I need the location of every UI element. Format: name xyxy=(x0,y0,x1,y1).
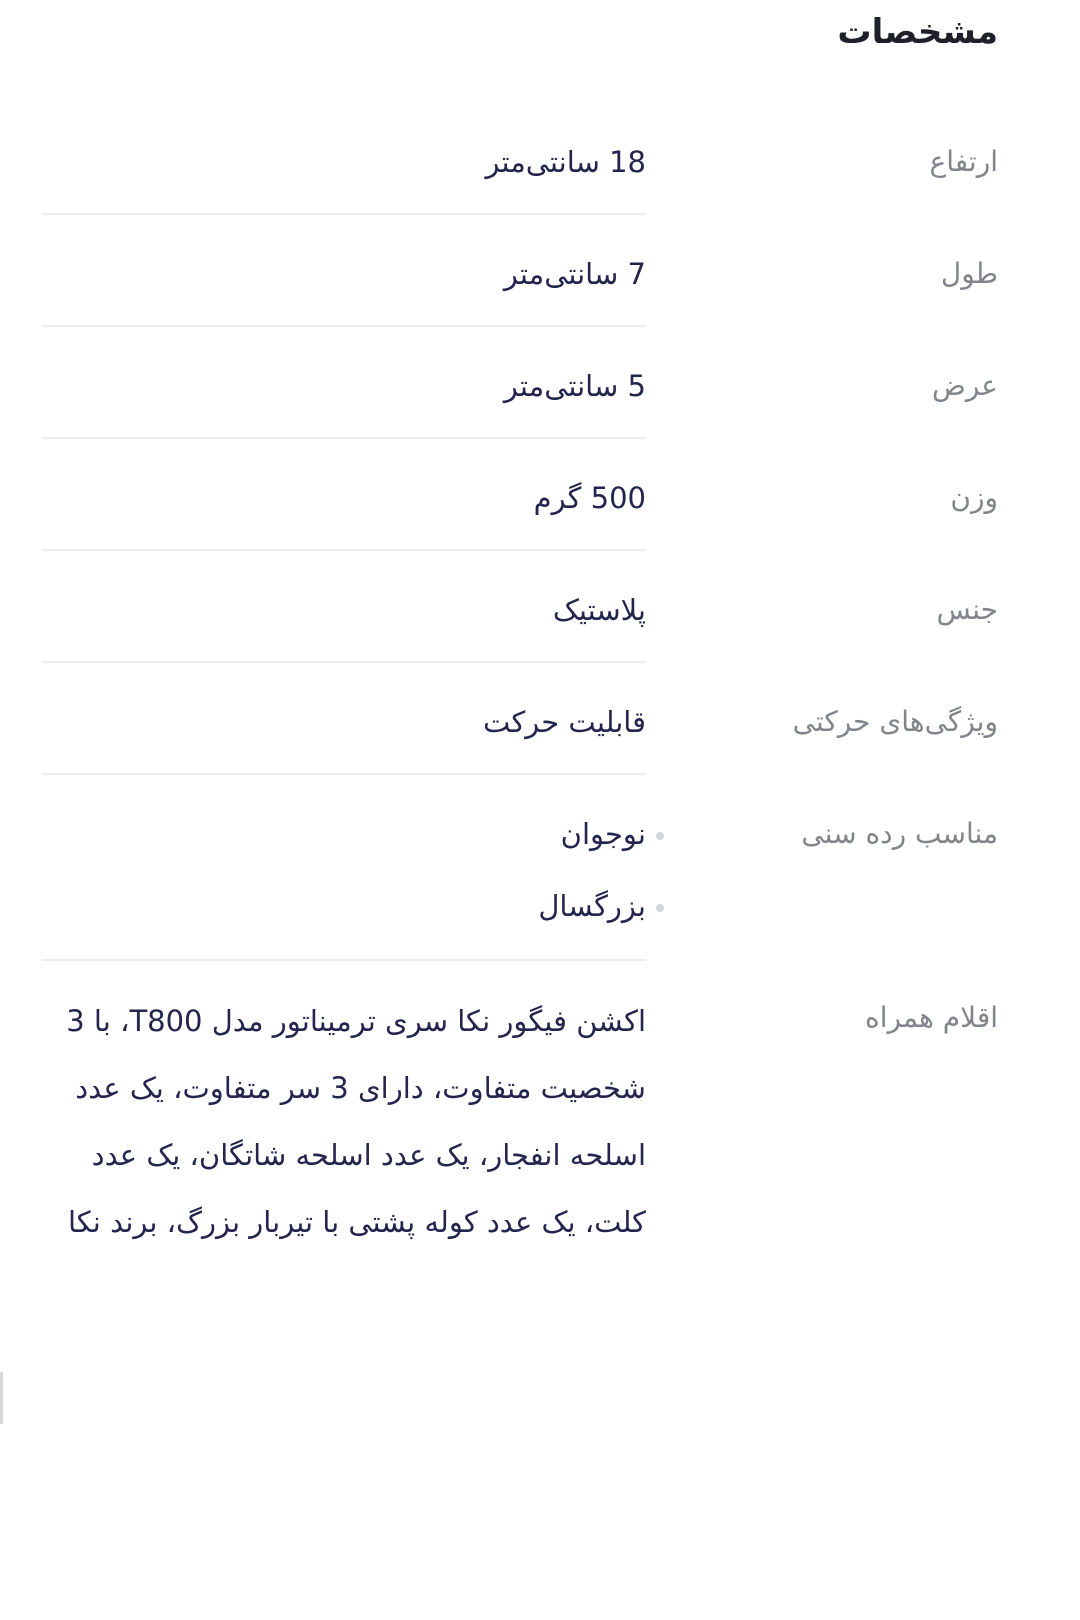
divider xyxy=(42,325,646,327)
spec-label-movement: ویژگی‌های حرکتی xyxy=(792,705,998,738)
spec-value-movement: قابلیت حرکت xyxy=(482,705,646,739)
spec-label-width: عرض xyxy=(931,369,998,402)
divider xyxy=(42,437,646,439)
spec-label-height: ارتفاع xyxy=(929,145,998,178)
spec-value-width: 5 سانتی‌متر xyxy=(503,369,646,403)
divider xyxy=(42,549,646,551)
divider xyxy=(42,773,646,775)
spec-value-accessories: اکشن فیگور نکا سری ترمیناتور مدل T800، با 3 شخصیت متفاوت، دارای 3 سر متفاوت، یک عدد اسلحه انفجار، یک عدد اسلحه شاتگان، یک عدد کلت، یک عدد کوله پشتی با تیربار بزرگ، برند نکا xyxy=(66,1004,646,1239)
divider xyxy=(42,213,646,215)
bullet-dot-icon xyxy=(656,832,664,840)
spec-value-weight: 500 گرم xyxy=(533,481,646,515)
spec-label-length: طول xyxy=(940,257,998,290)
page-title: مشخصات xyxy=(837,12,998,52)
divider xyxy=(42,661,646,663)
spec-value-material: پلاستیک xyxy=(552,593,646,627)
spec-value-length: 7 سانتی‌متر xyxy=(503,257,646,291)
spec-label-weight: وزن xyxy=(950,481,998,514)
list-item xyxy=(60,884,664,928)
spec-label-age-group: مناسب رده سنی xyxy=(801,817,998,850)
bullet-dot-icon xyxy=(656,904,664,912)
age-group-item: نوجوان xyxy=(560,817,646,851)
spec-value-height: 18 سانتی‌متر xyxy=(485,145,646,179)
age-group-item: بزرگسال xyxy=(538,889,646,923)
list-item xyxy=(60,812,664,856)
spec-label-material: جنس xyxy=(936,593,998,626)
divider xyxy=(42,959,646,961)
spec-label-accessories: اقلام همراه xyxy=(865,1001,998,1034)
scroll-edge-indicator xyxy=(0,1372,3,1424)
